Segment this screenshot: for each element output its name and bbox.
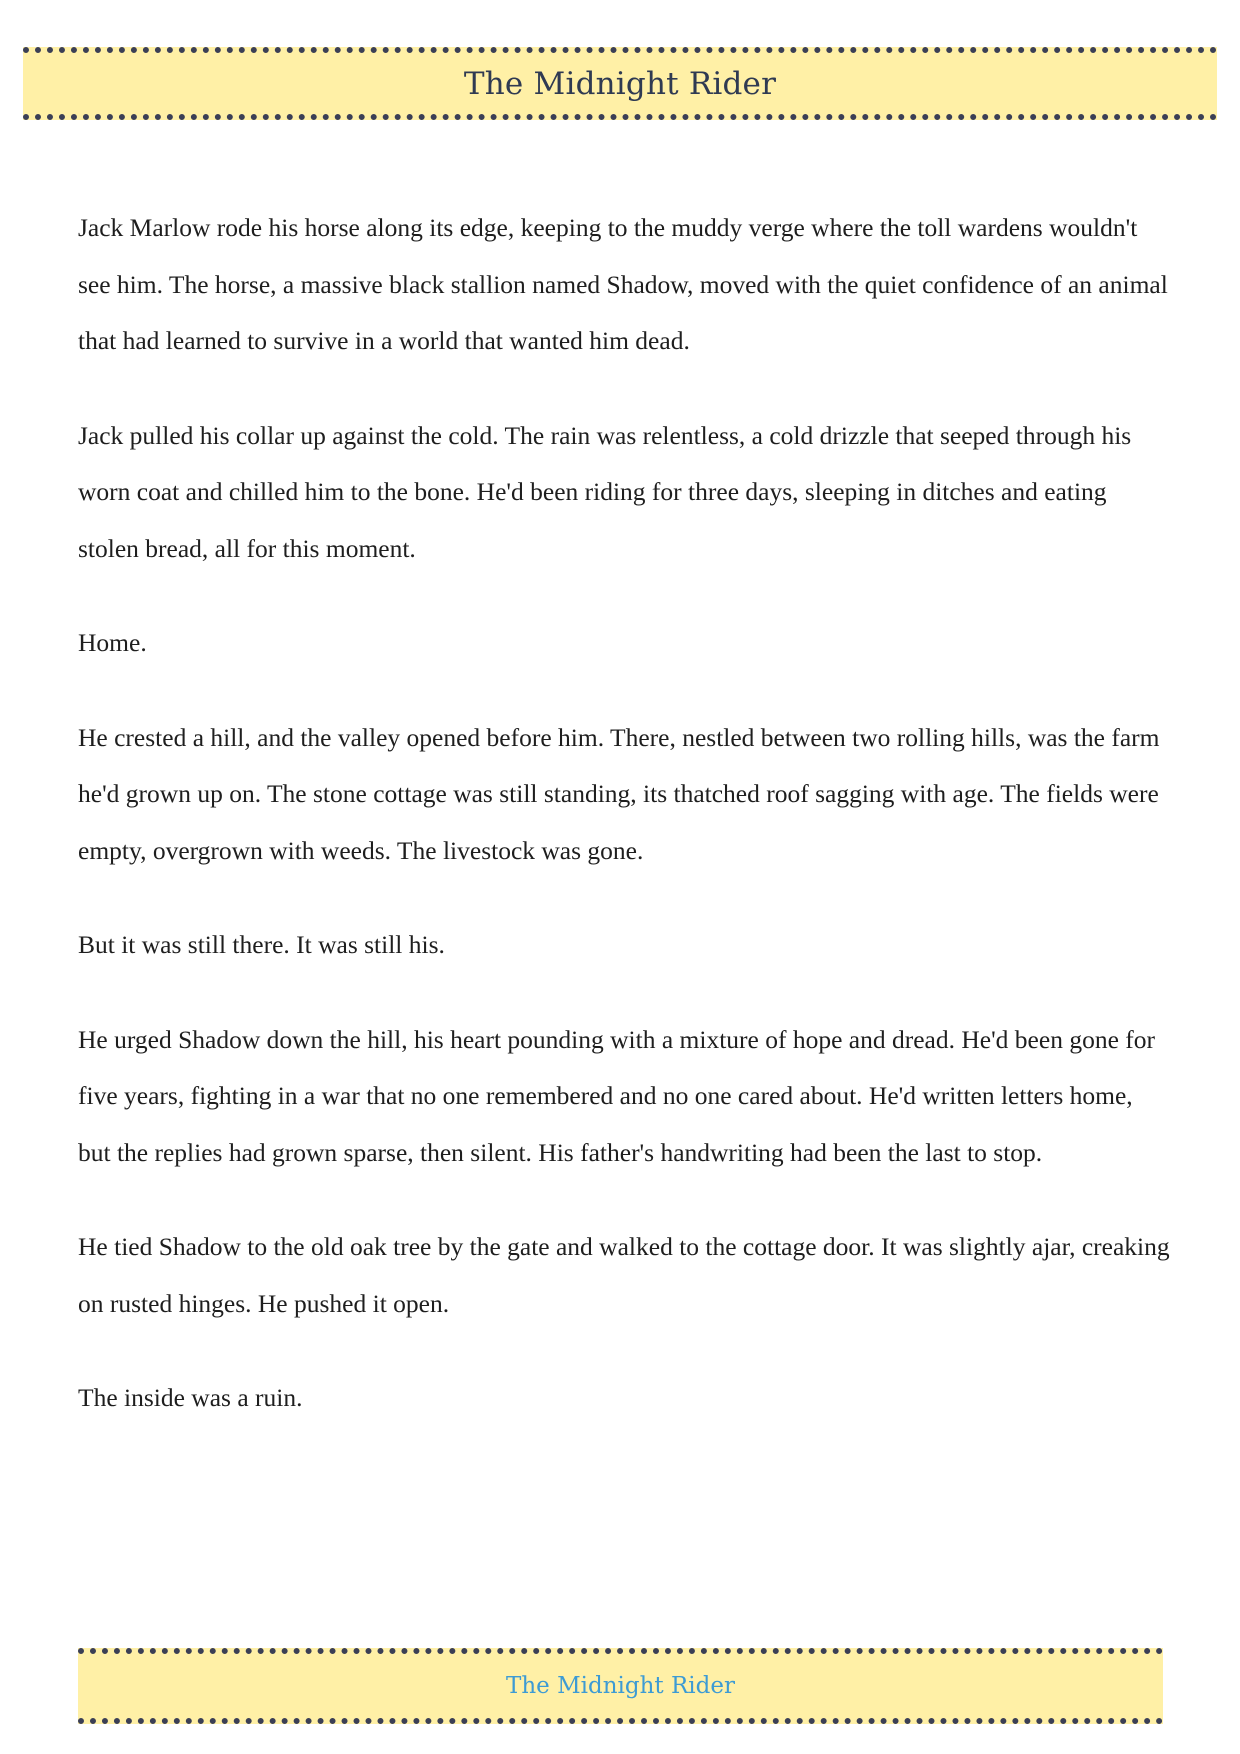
story-paragraph: Home.	[78, 628, 147, 657]
header-banner	[23, 47, 1217, 120]
story-paragraph: But it was still there. It was still his.	[78, 930, 445, 959]
page-title: The Midnight Rider	[463, 65, 777, 102]
story-body	[78, 200, 1170, 1465]
story-paragraph: He tied Shadow to the old oak tree by the gate and walked to the cottage door. It was slightly ajar, creaking on rusted hinges. He pushed it open.	[78, 1232, 1170, 1318]
story-paragraph: He crested a hill, and the valley opened before him. There, nestled between two rolling hills, was the farm he'd grown up on. The stone cottage was still standing, its thatched roof sagging with age. The fields were empty, overgrown with weeds. The livestock was gone.	[78, 722, 1160, 865]
story-paragraph: He urged Shadow down the hill, his heart pounding with a mixture of hope and dread. He'd been gone for five years, fighting in a war that no one remembered and no one cared about. He'd written letters home, but the replies had grown sparse, then silent. His father's handwriting had been the last to stop.	[78, 1024, 1155, 1167]
story-paragraph: Jack Marlow rode his horse along its edge, keeping to the muddy verge where the toll wardens wouldn't see him. The horse, a massive black stallion named Shadow, moved with the quiet confidence of an animal that had learned to survive in a world that wanted him dead.	[78, 213, 1168, 355]
footer-title: The Midnight Rider	[506, 1673, 735, 1699]
footer-banner	[78, 1648, 1163, 1724]
story-paragraph: The inside was a ruin.	[78, 1383, 303, 1412]
story-paragraph: Jack pulled his collar up against the cold. The rain was relentless, a cold drizzle that seeped through his worn coat and chilled him to the bone. He'd been riding for three days, sleeping in ditches and eating stolen bread, all for this moment.	[78, 420, 1132, 563]
